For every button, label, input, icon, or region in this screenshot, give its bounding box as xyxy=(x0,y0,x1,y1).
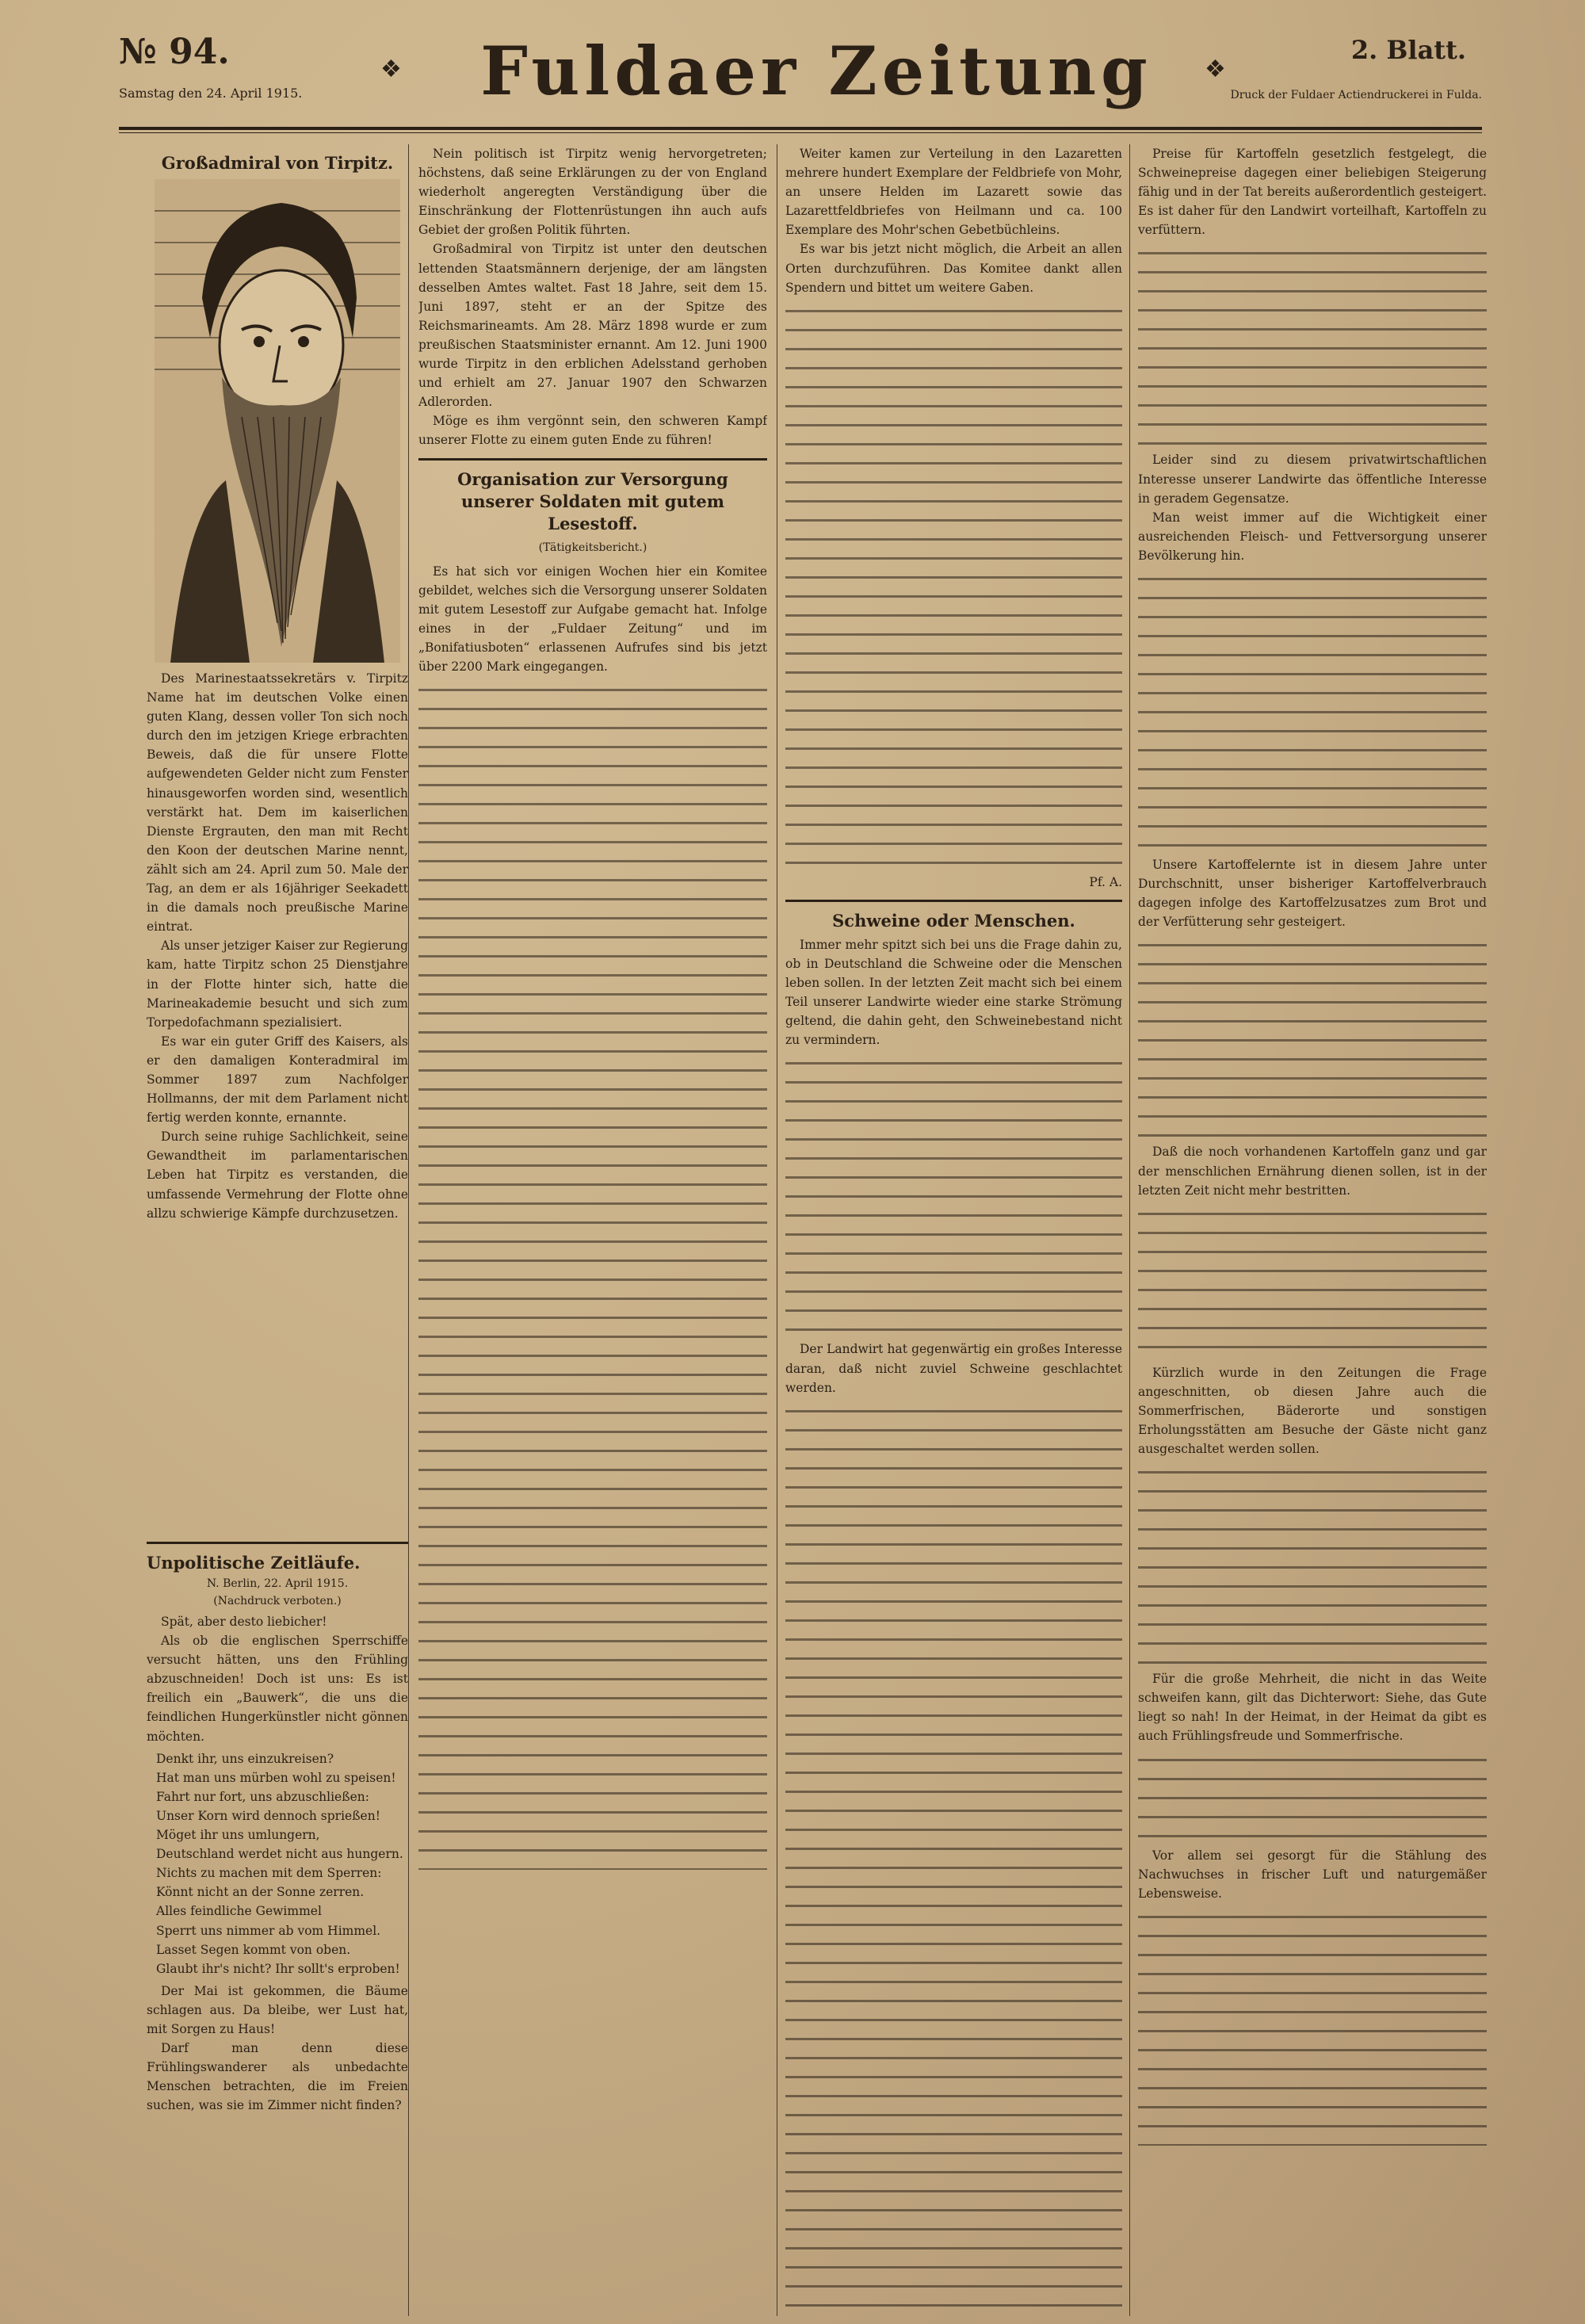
right-paragraph: Vor allem sei gesorgt für die Stählung des Nachwuchses in frischer Luft und naturgemäßer Lebensweise. xyxy=(1138,1848,1487,1901)
zeitlaeufe-note: (Nachdruck verboten.) xyxy=(213,1595,342,1607)
tirpitz-paragraph: Nein politisch ist Tirpitz wenig hervorgetreten; höchstens, daß seine Erklärungen zu der von England wiederholt angeregten Verständigung über die Einschränkung der Flottenrüstungen ihn auch aufs Gebiet der großen Politik führten. xyxy=(418,147,767,238)
printer-line: Druck der Fuldaer Actiendruckerei in Fulda. xyxy=(1230,89,1482,101)
zeitlaeufe-paragraph: Als ob die englischen Sperrschiffe versucht hätten, uns den Frühling abzuschneiden! Doch ist uns: Es ist freilich ein „Bauwerk“, die uns die feindlichen Hungerkünstler nicht gönnen möchten. xyxy=(147,1634,408,1744)
illegible-text-block xyxy=(785,302,1122,873)
schweine-paragraph: Der Landwirt hat gegenwärtig ein großes Interesse daran, daß nicht zuviel Schweine geschlachtet werden. xyxy=(785,1342,1122,1395)
poem-line: Möget ihr uns umlungern, xyxy=(156,1828,320,1843)
versorgung-paragraph: Es hat sich vor einigen Wochen hier ein Komitee gebildet, welches sich die Versorgung unserer Soldaten mit gutem Lesestoff zur Aufgabe gemacht hat. Infolge eines in der „Fuldaer Zeitung“ und im „Bonifatiusboten“ erlassenen Aufrufes sind bis jetzt über 2200 Mark eingegangen. xyxy=(418,564,767,675)
zeitlaeufe-paragraph: Spät, aber desto liebicher! xyxy=(161,1615,327,1629)
poem-line: Könnt nicht an der Sonne zerren. xyxy=(156,1885,365,1900)
column-divider xyxy=(1129,144,1130,2316)
right-paragraph: Unsere Kartoffelernte ist in diesem Jahre unter Durchschnitt, unser bisheriger Kartoffelverbrauch dagegen infolge des Kartoffelzusatzes zum Brot und der Verfütterung sehr gesteigert. xyxy=(1138,858,1487,930)
poem-line: Hat man uns mürben wohl zu speisen! xyxy=(156,1770,396,1785)
right-paragraph: Für die große Mehrheit, die nicht in das Weite schweifen kann, gilt das Dichterwort: Siehe, das Gute liegt so nah! In der Heimat, in der Heimat da gibt es auch Frühlingsfreude und Sommerfrische. xyxy=(1138,1672,1487,1744)
tirpitz-paragraph: Es war ein guter Griff des Kaisers, als er den damaligen Konteradmiral im Sommer 1897 zum Nachfolger Hollmanns, der mit dem Parlament nicht fertig werden konnte, ernannte. xyxy=(147,1034,408,1126)
poem-line: Deutschland werdet nicht aus hungern. xyxy=(156,1847,403,1862)
section-rule xyxy=(418,458,767,461)
poem-line: Nichts zu machen mit dem Sperren: xyxy=(156,1866,382,1881)
illegible-text-block xyxy=(1138,244,1487,450)
zeitlaeufe-paragraph: Darf man denn diese Frühlingswanderer als unbedachte Menschen betrachten, die im Freien suchen, was sie im Zimmer nicht finden? xyxy=(147,2041,408,2113)
tirpitz-paragraph: Möge es ihm vergönnt sein, den schweren Kampf unserer Flotte zu einem guten Ende zu führen! xyxy=(418,414,767,448)
versorgung-heading: Organisation zur Versorgung unserer Soldaten mit gutem Lesestoff. xyxy=(457,468,728,533)
issue-number: № 94. xyxy=(119,32,230,72)
column-2 xyxy=(418,144,767,2316)
illegible-text-block xyxy=(1138,1205,1487,1363)
zeitlaeufe-block xyxy=(147,1534,408,2115)
illegible-text-block xyxy=(1138,1908,1487,2146)
poem-line: Alles feindliche Gewimmel xyxy=(156,1904,322,1919)
poem xyxy=(147,1749,408,1978)
portrait-engraving-icon xyxy=(155,179,400,663)
ornament-right-icon: ❖ xyxy=(1205,55,1226,83)
poem-line: Sperrt uns nimmer ab vom Himmel. xyxy=(156,1923,381,1938)
masthead-rule-thin xyxy=(119,132,1482,133)
illegible-text-block xyxy=(418,681,767,1870)
right-paragraph: Leider sind zu diesem privatwirtschaftlichen Interesse unserer Landwirte das öffentliche Interesse in geradem Gegensatze. xyxy=(1138,453,1487,506)
versorgung-paragraph: Weiter kamen zur Verteilung in den Lazaretten mehrere hundert Exemplare der Feldbriefe von Mohr, an unsere Helden im Lazarett sowie das Lazarettfeldbriefes von Heilmann und ca. 100 Exemplare des Mohr'schen Gebetbüchleins. xyxy=(785,147,1122,238)
newspaper-title: Fuldaer Zeitung xyxy=(480,32,1152,110)
schweine-heading: Schweine oder Menschen. xyxy=(832,910,1075,931)
versorgung-signature: Pf. A. xyxy=(1089,874,1122,889)
column-divider xyxy=(408,144,409,2316)
tirpitz-paragraph: Durch seine ruhige Sachlichkeit, seine Gewandtheit im parlamentarischen Leben hat Tirpitz es verstanden, die umfassende Vermehrung der Flotte ohne allzu schwierige Kämpfe durchzusetzen. xyxy=(147,1130,408,1221)
zeitlaeufe-dateline: N. Berlin, 22. April 1915. xyxy=(206,1577,349,1590)
poem-line: Denkt ihr, uns einzukreisen? xyxy=(156,1751,334,1766)
zeitlaeufe-heading: Unpolitische Zeitläufe. xyxy=(147,1553,361,1573)
right-paragraph: Preise für Kartoffeln gesetzlich festgelegt, die Schweinepreise dagegen einer beliebigen Steigerung fähig und in der Tat bereits außerordentlich gesteigert. Es ist daher für den Landwirt vorteilhaft, Kartoffeln zu verfüttern. xyxy=(1138,147,1487,238)
poem-line: Glaubt ihr's nicht? Ihr sollt's erproben! xyxy=(156,1961,400,1976)
tirpitz-paragraph: Des Marinestaatssekretärs v. Tirpitz Name hat im deutschen Volke einen guten Klang, dessen voller Ton sich noch durch den im jetzigen Kriege erbrachten Beweis, daß die für unsere Flotte aufgewendeten Gelder nicht zum Fenster hinausgeworfen worden sind, wesentlich verstärkt hat. Dem im kaiserlichen Dienste Ergrauten, den man mit Recht den Koon der deutschen Marine nennt, zählt sich am 24. April zum 50. Male der Tag, an dem er als 16jähriger Seekadett in die damals noch preußische Marine eintrat. xyxy=(147,671,408,935)
tirpitz-paragraph: Als unser jetziger Kaiser zur Regierung kam, hatte Tirpitz schon 25 Dienstjahre in der Flotte hinter sich, hatte die Marineakademie besucht und sich zum Torpedofachmann spezialisiert. xyxy=(147,938,408,1030)
illegible-text-block xyxy=(785,1054,1122,1340)
poem-line: Unser Korn wird dennoch sprießen! xyxy=(156,1808,380,1823)
schweine-paragraph: Immer mehr spitzt sich bei uns die Frage dahin zu, ob in Deutschland die Schweine oder die Menschen leben sollen. In der letzten Zeit macht sich bei einem Teil unserer Landwirte wieder eine starke Strömung geltend, die dahin geht, den Schweinebestand nicht zu vermindern. xyxy=(785,937,1122,1048)
masthead xyxy=(119,32,1482,119)
right-paragraph: Daß die noch vorhandenen Kartoffeln ganz und gar der menschlichen Ernährung dienen sollen, ist in der letzten Zeit nicht mehr bestritten. xyxy=(1138,1145,1487,1198)
masthead-rule xyxy=(119,127,1482,130)
versorgung-paragraph: Es war bis jetzt nicht möglich, die Arbeit an allen Orten durchzuführen. Das Komitee dankt allen Spendern und bittet um weitere Gaben. xyxy=(785,242,1122,295)
section-rule xyxy=(785,900,1122,902)
ornament-left-icon: ❖ xyxy=(380,55,402,83)
zeitlaeufe-paragraph: Der Mai ist gekommen, die Bäume schlagen aus. Da bleibe, wer Lust hat, mit Sorgen zu Haus! xyxy=(147,1983,408,2036)
column-3 xyxy=(785,144,1122,2316)
illegible-text-block xyxy=(1138,570,1487,855)
right-paragraph: Kürzlich wurde in den Zeitungen die Frage angeschnitten, ob diesen Jahre auch die Sommerfrischen, Bäderorte und sonstigen Erholungsstätten am Besuche der Gäste nicht ganz ausgeschaltet werden sollen. xyxy=(1138,1365,1487,1457)
issue-date: Samstag den 24. April 1915. xyxy=(119,86,303,101)
illegible-text-block xyxy=(785,1402,1122,2316)
tirpitz-heading: Großadmiral von Tirpitz. xyxy=(161,153,394,173)
illegible-text-block xyxy=(1138,936,1487,1142)
section-rule xyxy=(147,1542,408,1544)
column-4 xyxy=(1138,144,1487,2316)
tirpitz-paragraph: Großadmiral von Tirpitz ist unter den deutschen lettenden Staatsmännern derjenige, der am längsten desselben Amtes waltet. Fast 18 Jahre, seit dem 15. Juni 1897, steht er an der Spitze des Reichsmarineamts. Am 28. März 1898 wurde er zum preußischen Staatsminister ernannt. Am 12. Juni 1900 wurde Tirpitz in den erblichen Adelsstand gerhoben und erhielt am 27. Januar 1907 den Schwarzen Adlerorden. xyxy=(418,242,767,410)
sheet-number: 2. Blatt. xyxy=(1350,35,1466,65)
right-paragraph: Man weist immer auf die Wichtigkeit einer ausreichenden Fleisch- und Fettversorgung unserer Bevölkerung hin. xyxy=(1138,510,1487,563)
versorgung-subhead: (Tätigkeitsbericht.) xyxy=(538,541,647,554)
poem-line: Lasset Segen kommt von oben. xyxy=(156,1942,351,1957)
illegible-text-block xyxy=(1138,1463,1487,1669)
tirpitz-portrait xyxy=(155,179,400,663)
poem-line: Fahrt nur fort, uns abzuschließen: xyxy=(156,1789,369,1804)
illegible-text-block xyxy=(1138,1751,1487,1846)
